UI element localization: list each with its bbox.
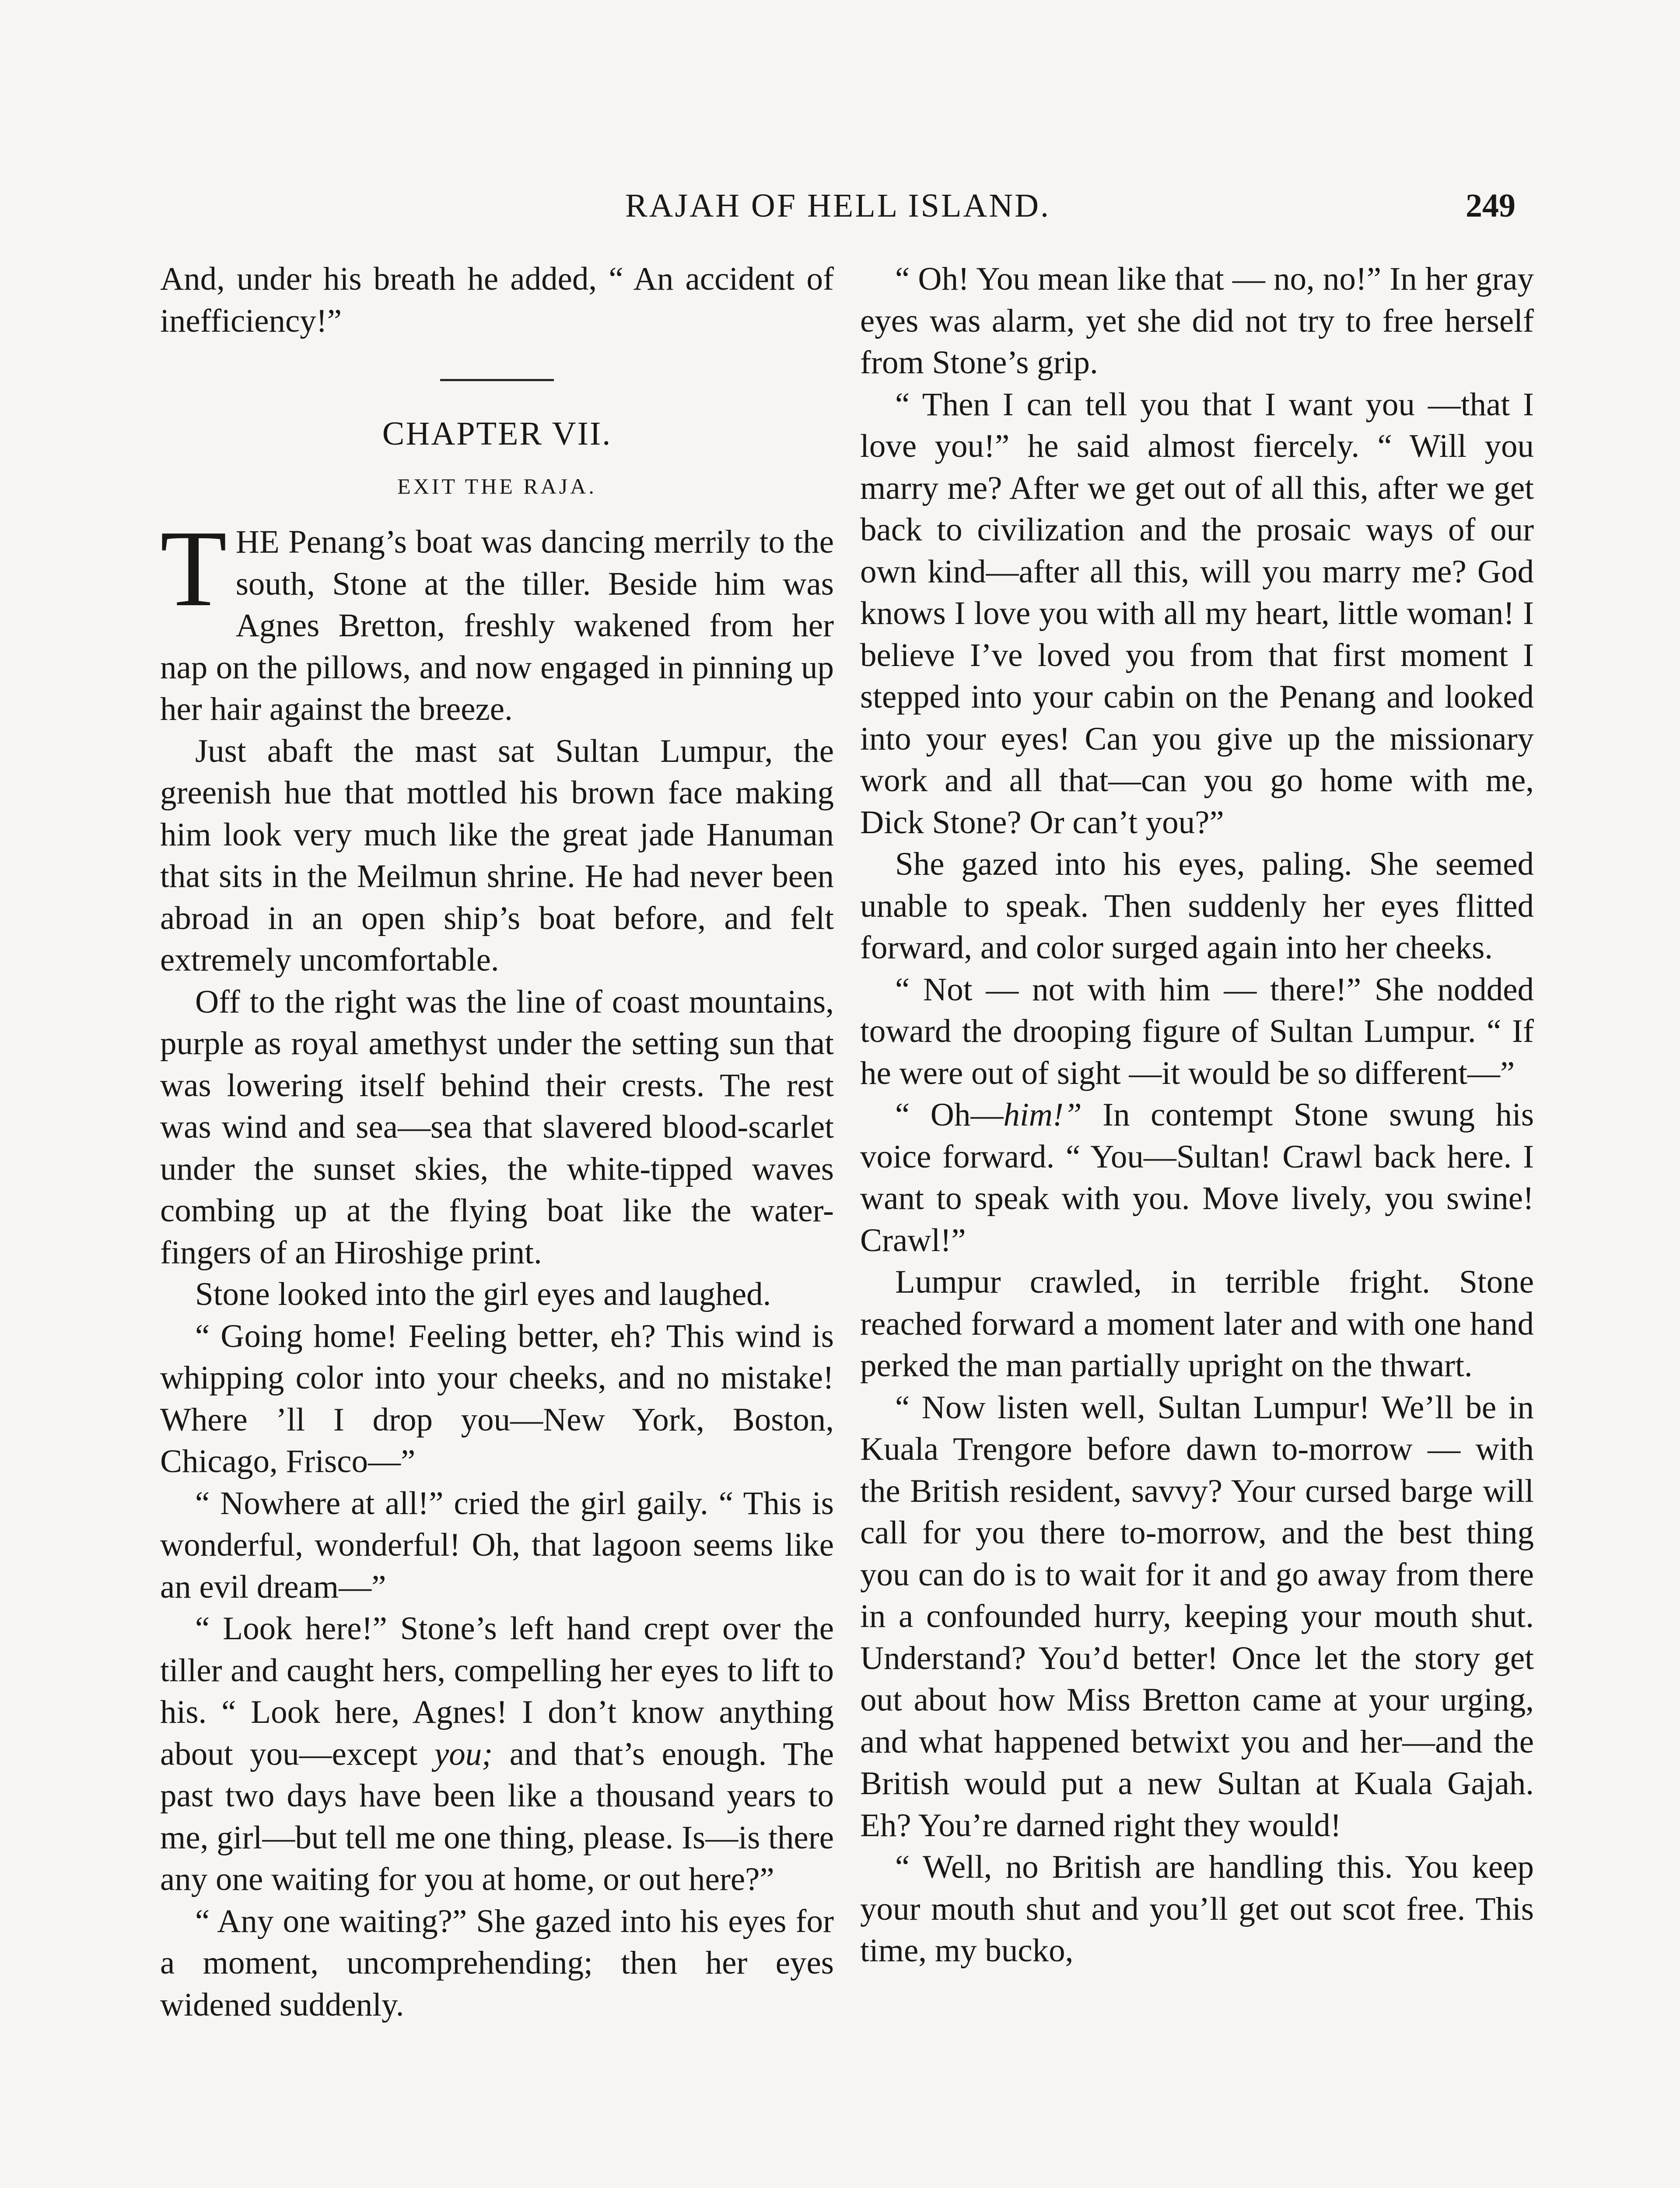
- paragraph: Just abaft the mast sat Sultan Lumpur, the greenish hue that mottled his brown face making him look very much like the great jade Hanuman that sits in the Meilmun shrine. He had never been abroad in an open ship’s boat before, and felt extremely uncomfortable.: [160, 733, 834, 978]
- paragraph: “ Well, no British are handling this. You keep your mouth shut and you’ll get out scot free. This time, my bucko,: [860, 1849, 1534, 1969]
- chapter-first-paragraph: [160, 508, 834, 730]
- paragraph: She gazed into his eyes, paling. She seemed unable to speak. Then suddenly her eyes flitted forward, and color surged again into her cheeks.: [860, 846, 1534, 966]
- chapter-title: CHAPTER VII.: [382, 415, 612, 452]
- paragraph: Off to the right was the line of coast mountains, purple as royal amethyst under the setting sun that was lowering itself behind their crests. The rest was wind and sea—sea that slavered blood-scarlet under the sunset skies, the white-tipped waves combing up at the flying boat like the water-fingers of an Hiroshige print.: [160, 983, 834, 1271]
- paragraph: “ Now listen well, Sultan Lumpur! We’ll be in Kuala Trengore before dawn to-morrow — with the British resident, savvy? Your cursed barge will call for you there to-morrow, and the best thing you can do is to wait for it and go away from there in a confounded hurry, keeping your mouth shut. Understand? You’d better! Once let the story get out about how Miss Bretton came at your urging, and what happened betwixt you and her—and the British would put a new Sultan at Kuala Gajah. Eh? You’re darned right they would!: [860, 1389, 1534, 1844]
- paragraph-text: and that’s enough. The past two days have been like a thousand years to me, girl—but tell me one thing, please. Is—is there any one waiting for you at home, or out here?”: [160, 1736, 834, 1897]
- italic-text: you;: [434, 1736, 493, 1772]
- paragraph: “ Any one waiting?” She gazed into his eyes for a moment, uncomprehending; then her eyes widened suddenly.: [160, 1903, 834, 2023]
- paragraph: “ Not — not with him — there!” She nodded toward the drooping figure of Sultan Lumpur. “ If he were out of sight —it would be so different—”: [860, 971, 1534, 1091]
- section-divider: [440, 379, 554, 381]
- page-number: 249: [1466, 187, 1516, 224]
- paragraph: Lumpur crawled, in terrible fright. Stone reached forward a moment later and with one hand perked the man partially upright on the thwart.: [860, 1264, 1534, 1384]
- paragraph: “ Oh! You mean like that — no, no!” In her gray eyes was alarm, yet she did not try to free herself from Stone’s grip.: [860, 261, 1534, 381]
- paragraph-text: “ Oh—: [895, 1097, 1004, 1133]
- paragraph-text: In contempt Stone swung his voice forward. “ You—Sultan! Crawl back here. I want to speak with you. Move lively, you swine! Crawl!”: [860, 1097, 1534, 1259]
- opening-paragraph: And, under his breath he added, “ An accident of inefficiency!”: [160, 261, 834, 339]
- running-title: RAJAH OF HELL ISLAND.: [625, 187, 1051, 224]
- paragraph: “ Going home! Feeling better, eh? This wind is whipping color into your cheeks, and no mistake! Where ’ll I drop you—New York, Boston, Chicago, Frisco—”: [160, 1318, 834, 1480]
- italic-text: him!”: [1003, 1097, 1082, 1133]
- left-column: [160, 258, 834, 2026]
- page-header: [160, 184, 1516, 232]
- chapter-subtitle: EXIT THE RAJA.: [397, 474, 597, 498]
- paragraph: [860, 1094, 1534, 1261]
- paragraph: [160, 1608, 834, 1900]
- first-paragraph-text: HE Penang’s boat was dancing merrily to the south, Stone at the tiller. Beside him was Agnes Bretton, freshly wakened from her nap on the pillows, and now engaged in pinning up her hair against the breeze.: [160, 524, 834, 727]
- paragraph: “ Then I can tell you that I want you —that I love you!” he said almost fiercely. “ Will you marry me? After we get out of all this, after we get back to civilization and the prosaic ways of our own kind—after all this, will you marry me? God knows I love you with all my heart, little woman! I believe I’ve loved you from that first moment I stepped into your cabin on the Penang and looked into your eyes! Can you give up the missionary work and all that—can you go home with me, Dick Stone? Or can’t you?”: [860, 386, 1534, 841]
- right-column: [860, 258, 1534, 1972]
- paragraph: Stone looked into the girl eyes and laughed.: [195, 1276, 771, 1312]
- paragraph: “ Nowhere at all!” cried the girl gaily. “ This is wonderful, wonderful! Oh, that lagoon seems like an evil dream—”: [160, 1485, 834, 1605]
- drop-cap: T: [160, 508, 227, 629]
- paragraph-text: “ Look here!” Stone’s left hand crept over the tiller and caught hers, compelling her eyes to lift to his. “ Look here, Agnes! I don’t know anything about you—except: [160, 1610, 834, 1772]
